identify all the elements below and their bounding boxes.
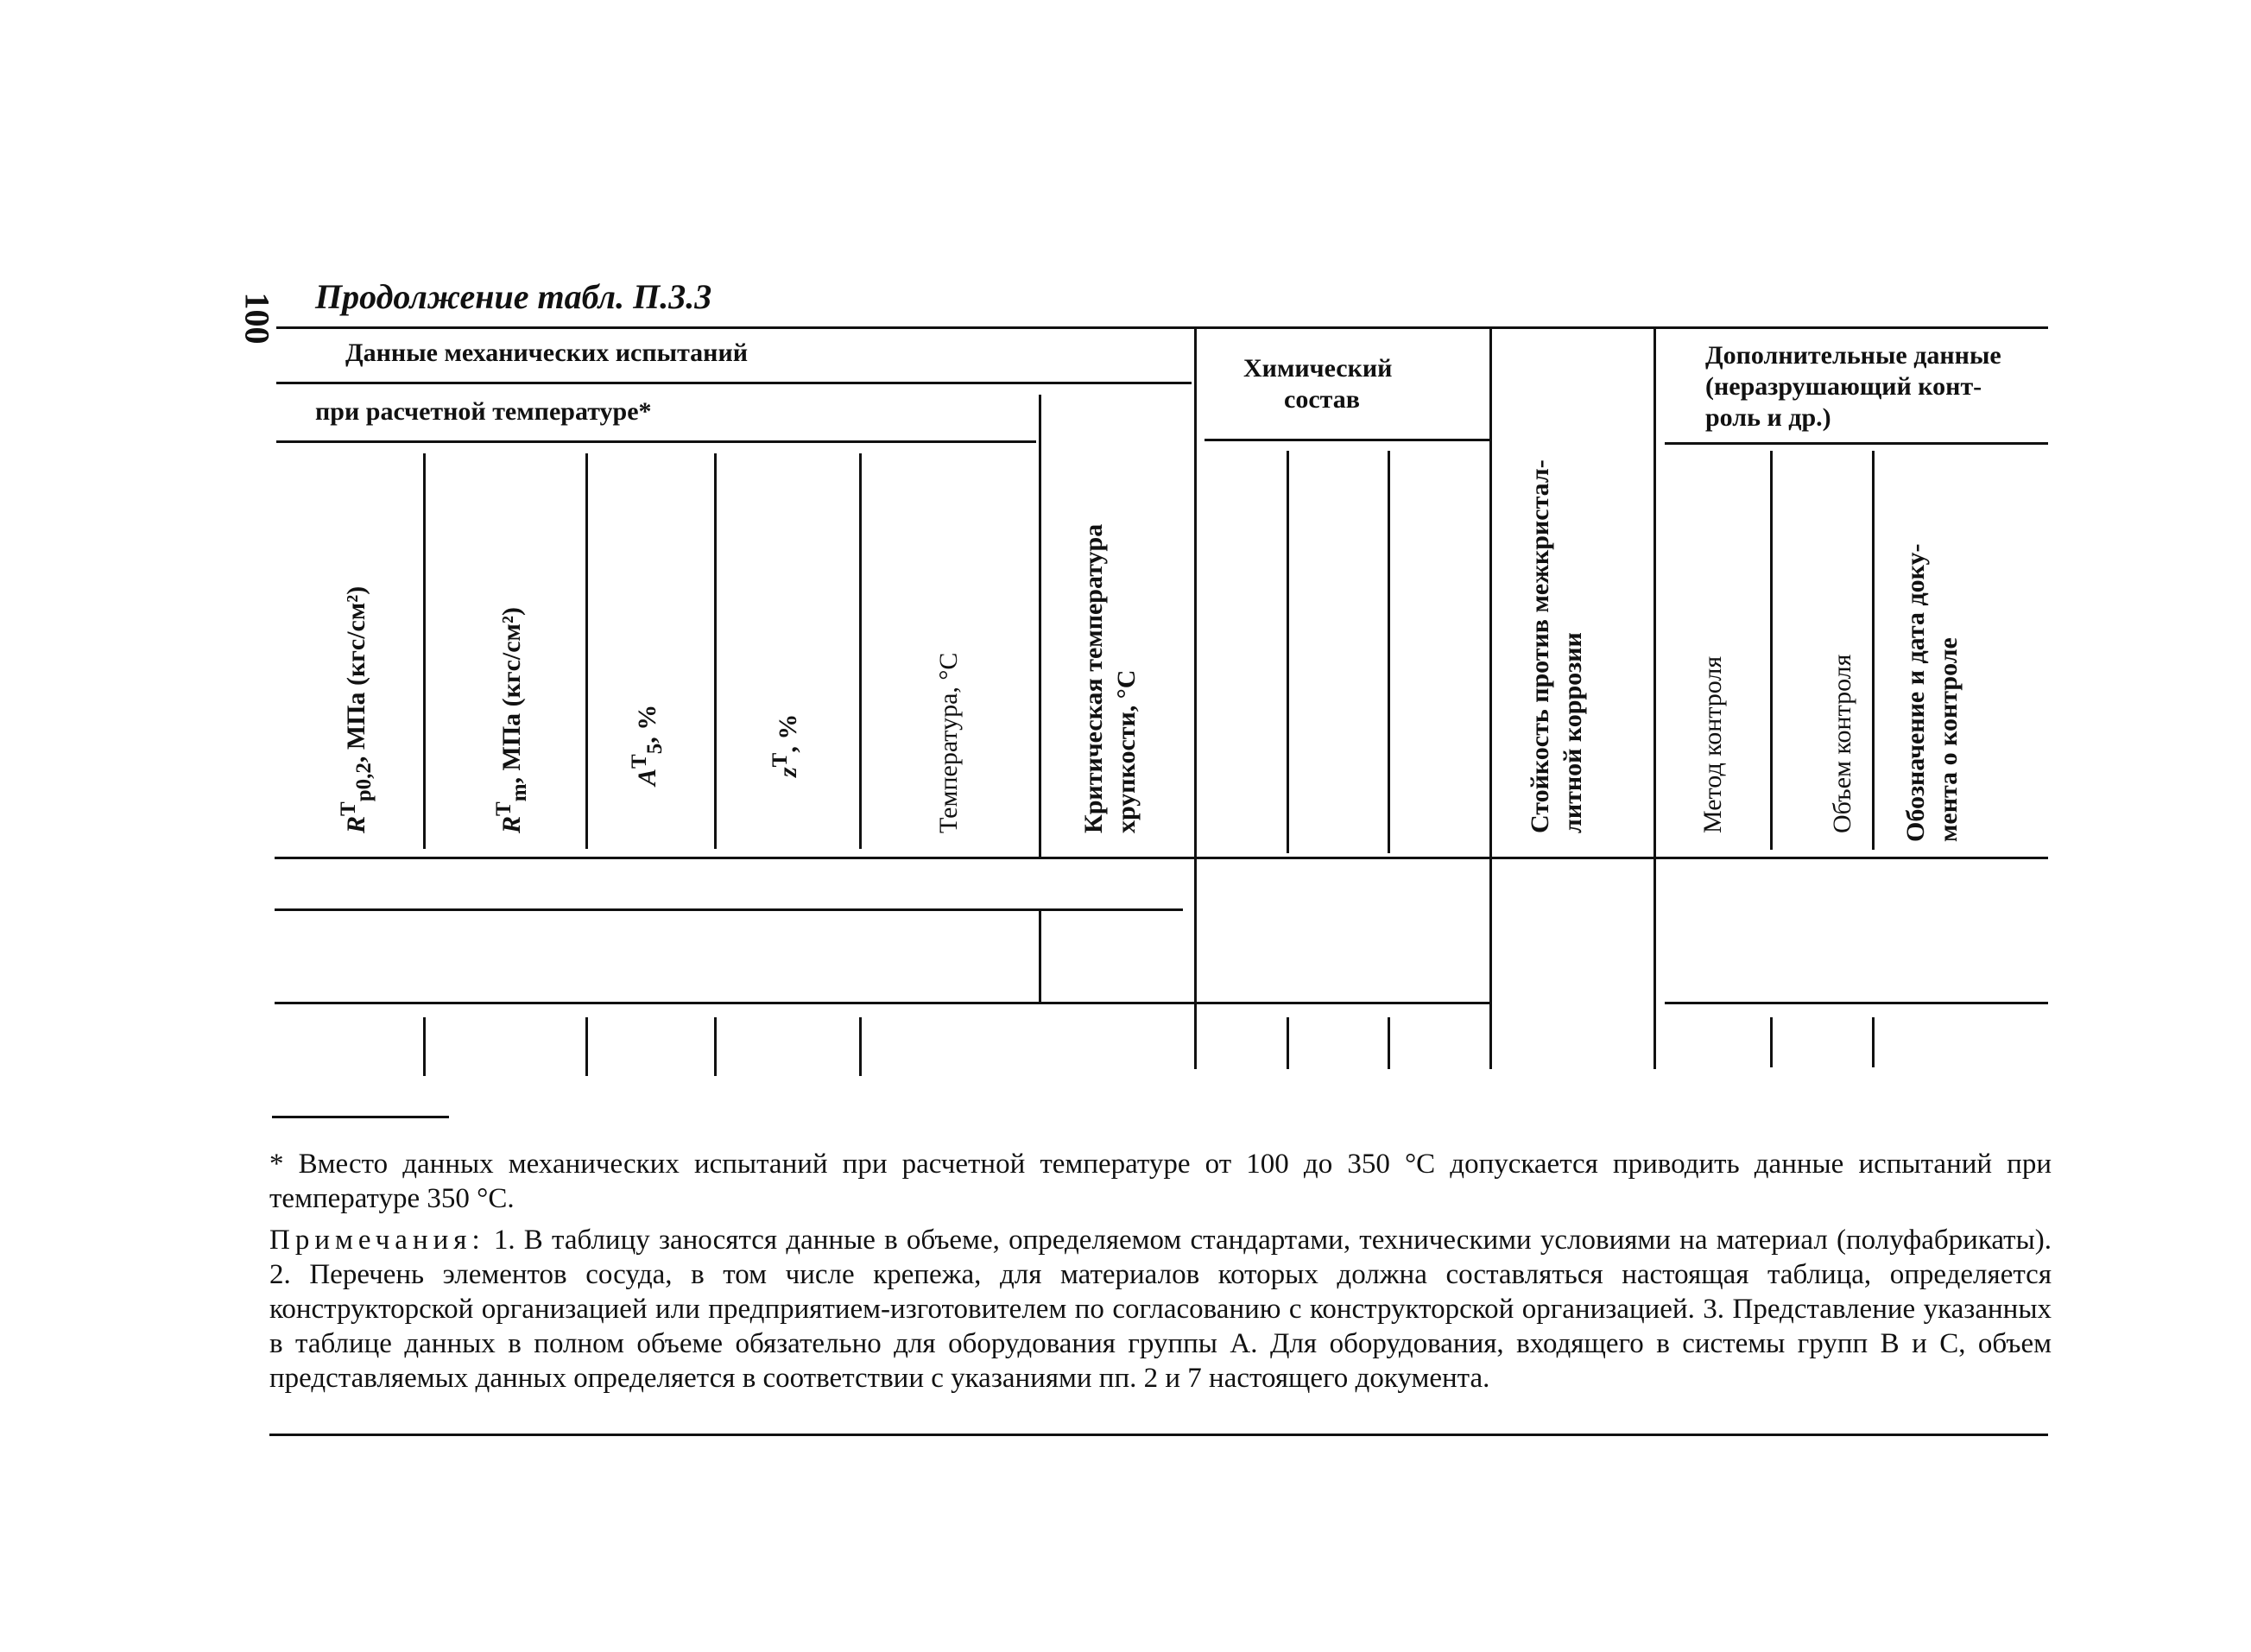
z-symbol: z — [774, 767, 802, 777]
vrule-chem-left — [1194, 326, 1197, 1069]
subgroup-design-temp: при расчетной температуре* — [315, 397, 652, 426]
group-mechanical: Данные механических испытаний — [345, 339, 749, 367]
group-chemical-line-2: состав — [1284, 385, 1360, 414]
vrule-chem-2 — [1388, 451, 1390, 853]
rule-add-under — [1665, 442, 2048, 445]
vrule-crit-body — [1039, 911, 1041, 1002]
col-z — [764, 714, 805, 777]
rule-body-2b — [1665, 1002, 2048, 1004]
notes-label: Примечания: — [269, 1225, 485, 1256]
notes-text: 1. В таблицу заносятся данные в объеме, определяемом стандартами, техническими условиями на материал (полуфабрикаты). 2. Перечень элементов сосуда, в том числе крепежа, для материалов которых должна составляться настоящая таблица, определяется конструкторской организацией или предприятием-изготовителем по согласованию с конструкторской организацией. 3. Представление указанных в таблице данных в полном объеме обязательно для оборудования группы А. Для оборудования, входящего в системы групп В и С, объем представляемых данных определяется в соответствии с указаниями пп. 2 и 7 настоящего документа. — [269, 1225, 2052, 1394]
rm-sup: T — [492, 801, 515, 816]
col-corrosion — [1524, 459, 1590, 833]
rp02-symbol: R — [342, 815, 370, 833]
table-header-bottom — [275, 857, 2048, 859]
rule-design-temp-under — [276, 440, 1036, 443]
stub-add-1 — [1770, 1017, 1773, 1067]
rp02-rest: , МПа (кгс/см²) — [342, 585, 370, 763]
stub-3 — [714, 1017, 717, 1076]
rm-sub: m — [508, 783, 531, 802]
vrule-3 — [714, 453, 717, 849]
group-additional-line-3: роль и др.) — [1705, 403, 1831, 432]
vrule-add-2 — [1872, 451, 1875, 850]
a5-sub: 5 — [643, 743, 667, 755]
group-chemical-line-1: Химический — [1243, 354, 1393, 383]
vrule-chem-1 — [1287, 451, 1289, 853]
page-number: 100 — [237, 292, 277, 345]
table-top-rule — [276, 326, 2048, 329]
corrosion-line-1: Стойкость против межкристал- — [1526, 459, 1554, 833]
footnote: * Вместо данных механических испытаний при расчетной температуре от 100 до 350 °С допускается приводить данные испытаний при температуре 350 °С. — [269, 1149, 2052, 1214]
vrule-add-left — [1653, 326, 1656, 1069]
stub-chem-2 — [1388, 1017, 1390, 1069]
a5-symbol: A — [633, 768, 661, 786]
stub-4 — [859, 1017, 862, 1076]
vrule-2 — [585, 453, 588, 849]
rule-body-2 — [275, 1002, 1492, 1004]
stub-2 — [585, 1017, 588, 1076]
rp02-sub: p0,2 — [352, 763, 376, 802]
stub-add-2 — [1872, 1017, 1875, 1067]
rule-body-1 — [275, 908, 1183, 911]
notes — [269, 1223, 2052, 1396]
a5-sup: T — [628, 754, 651, 769]
document-line-2: мента о контроле — [1934, 637, 1963, 842]
col-temperature: Температура, °С — [934, 652, 963, 833]
col-rm — [488, 607, 536, 833]
group-additional-line-2: (неразрушающий конт- — [1705, 372, 1982, 401]
document-line-1: Обозначение и дата доку- — [1901, 543, 1930, 842]
vrule-corr-left — [1489, 326, 1492, 1069]
footnote-separator — [272, 1116, 449, 1118]
corrosion-line-2: литной коррозии — [1559, 632, 1587, 833]
rm-symbol: R — [497, 815, 526, 833]
stub-chem-1 — [1287, 1017, 1289, 1069]
col-a5 — [623, 705, 672, 786]
z-rest: , % — [774, 713, 802, 753]
z-sup: T — [768, 752, 792, 768]
critical-temp-line-1: Критическая температура — [1079, 523, 1108, 833]
col-document — [1900, 543, 1965, 842]
rm-rest: , МПа (кгс/см²) — [497, 607, 526, 784]
continuation-title: Продолжение табл. П.3.3 — [315, 277, 712, 316]
col-control-method: Метод контроля — [1698, 655, 1727, 833]
vrule-add-1 — [1770, 451, 1773, 850]
vrule-4 — [859, 453, 862, 849]
rule-chem-under — [1205, 439, 1489, 441]
rule-mech-under — [276, 382, 1192, 384]
col-critical-temp — [1078, 524, 1143, 833]
a5-rest: , % — [633, 704, 661, 744]
stub-1 — [423, 1017, 426, 1076]
critical-temp-line-2: хрупкости, °С — [1112, 669, 1141, 833]
col-control-volume: Объем контроля — [1828, 654, 1856, 833]
rp02-sup: T — [337, 801, 360, 816]
bottom-rule — [269, 1434, 2048, 1436]
vrule-1 — [423, 453, 426, 849]
col-rp02 — [332, 586, 381, 833]
group-additional-line-1: Дополнительные данные — [1705, 341, 2001, 370]
vrule-crit-left — [1039, 395, 1041, 857]
